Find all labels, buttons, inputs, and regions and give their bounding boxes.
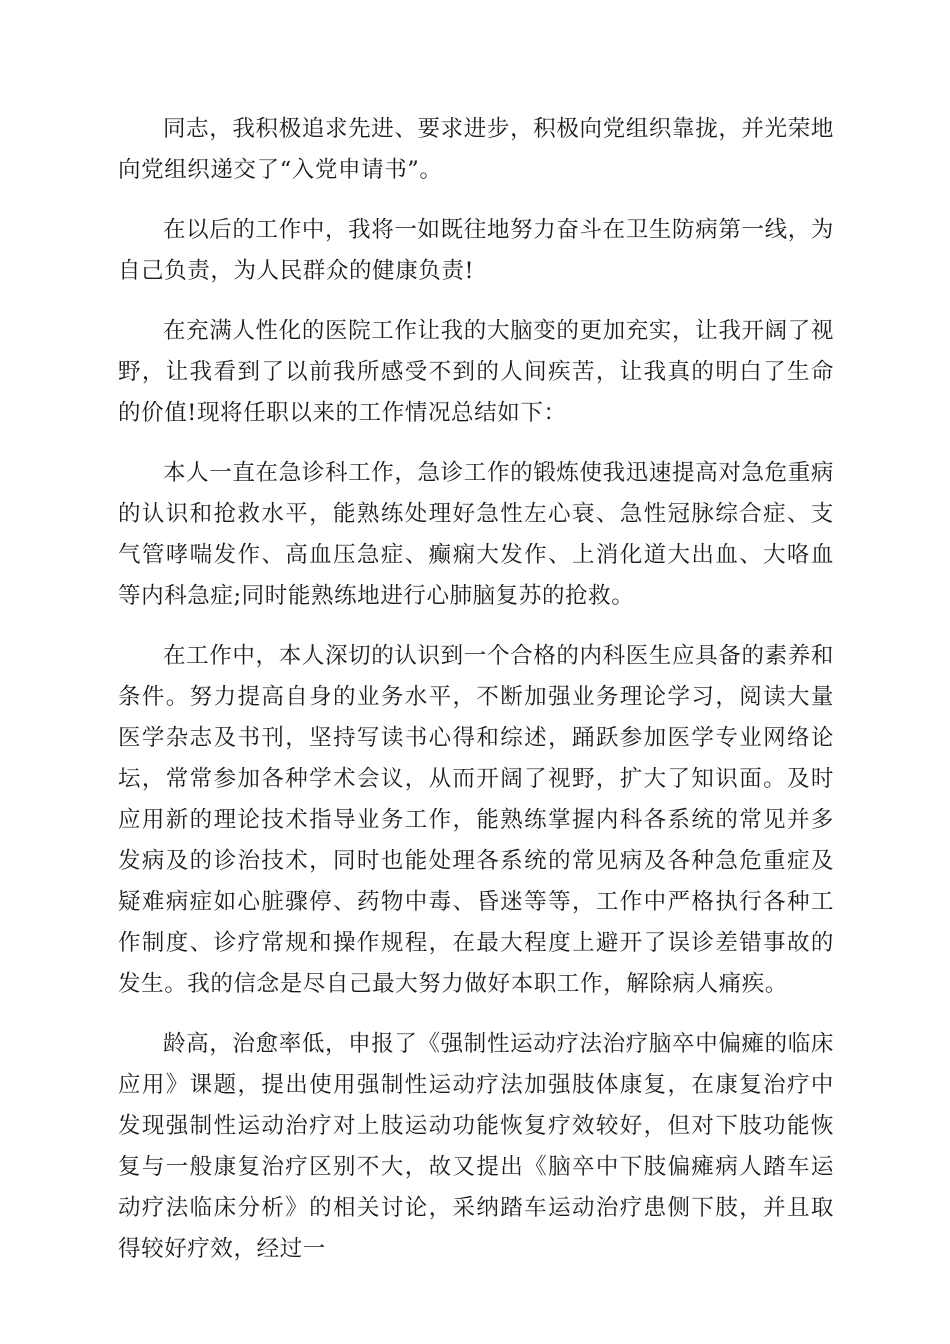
paragraph-3: 在充满人性化的医院工作让我的大脑变的更加充实，让我开阔了视野，让我看到了以前我所感受不到的人间疾苦，让我真的明白了生命的价值!现将任职以来的工作情况总结如下：: [118, 318, 834, 426]
paragraph-5: 在工作中，本人深切的认识到一个合格的内科医生应具备的素养和条件。努力提高自身的业务水平，不断加强业务理论学习，阅读大量医学杂志及书刊，坚持写读书心得和综述，踊跃参加医学专业网络论坛，常常参加各种学术会议，从而开阔了视野，扩大了知识面。及时应用新的理论技术指导业务工作，能熟练掌握内科各系统的常见并多发病及的诊治技术，同时也能处理各系统的常见病及各种急危重症及疑难病症如心脏骤停、药物中毒、昏迷等等，工作中严格执行各种工作制度、诊疗常规和操作规程，在最大程度上避开了误诊差错事故的发生。我的信念是尽自己最大努力做好本职工作，解除病人痛疾。: [118, 643, 834, 997]
paragraph-4: 本人一直在急诊科工作，急诊工作的锻炼使我迅速提高对急危重病的认识和抢救水平，能熟练处理好急性左心衰、急性冠脉综合症、支气管哮喘发作、高血压急症、癫痫大发作、上消化道大出血、大咯血等内科急症;同时能熟练地进行心肺脑复苏的抢救。: [118, 460, 834, 609]
paragraph-1: 同志，我积极追求先进、要求进步，积极向党组织靠拢，并光荣地向党组织递交了“入党申请书”。: [118, 116, 834, 183]
paragraph-6: 龄高，治愈率低，申报了《强制性运动疗法治疗脑卒中偏瘫的临床应用》课题，提出使用强制性运动疗法加强肢体康复，在康复治疗中发现强制性运动治疗对上肢运动功能恢复疗效较好，但对下肢功能恢复与一般康复治疗区别不大，故又提出《脑卒中下肢偏瘫病人踏车运动疗法临床分析》的相关讨论，采纳踏车运动治疗患侧下肢，并且取得较好疗效，经过一: [118, 1031, 834, 1262]
document-body: [118, 109, 834, 1289]
paragraph-2: 在以后的工作中，我将一如既往地努力奋斗在卫生防病第一线，为自己负责，为人民群众的健康负责!: [118, 217, 834, 284]
